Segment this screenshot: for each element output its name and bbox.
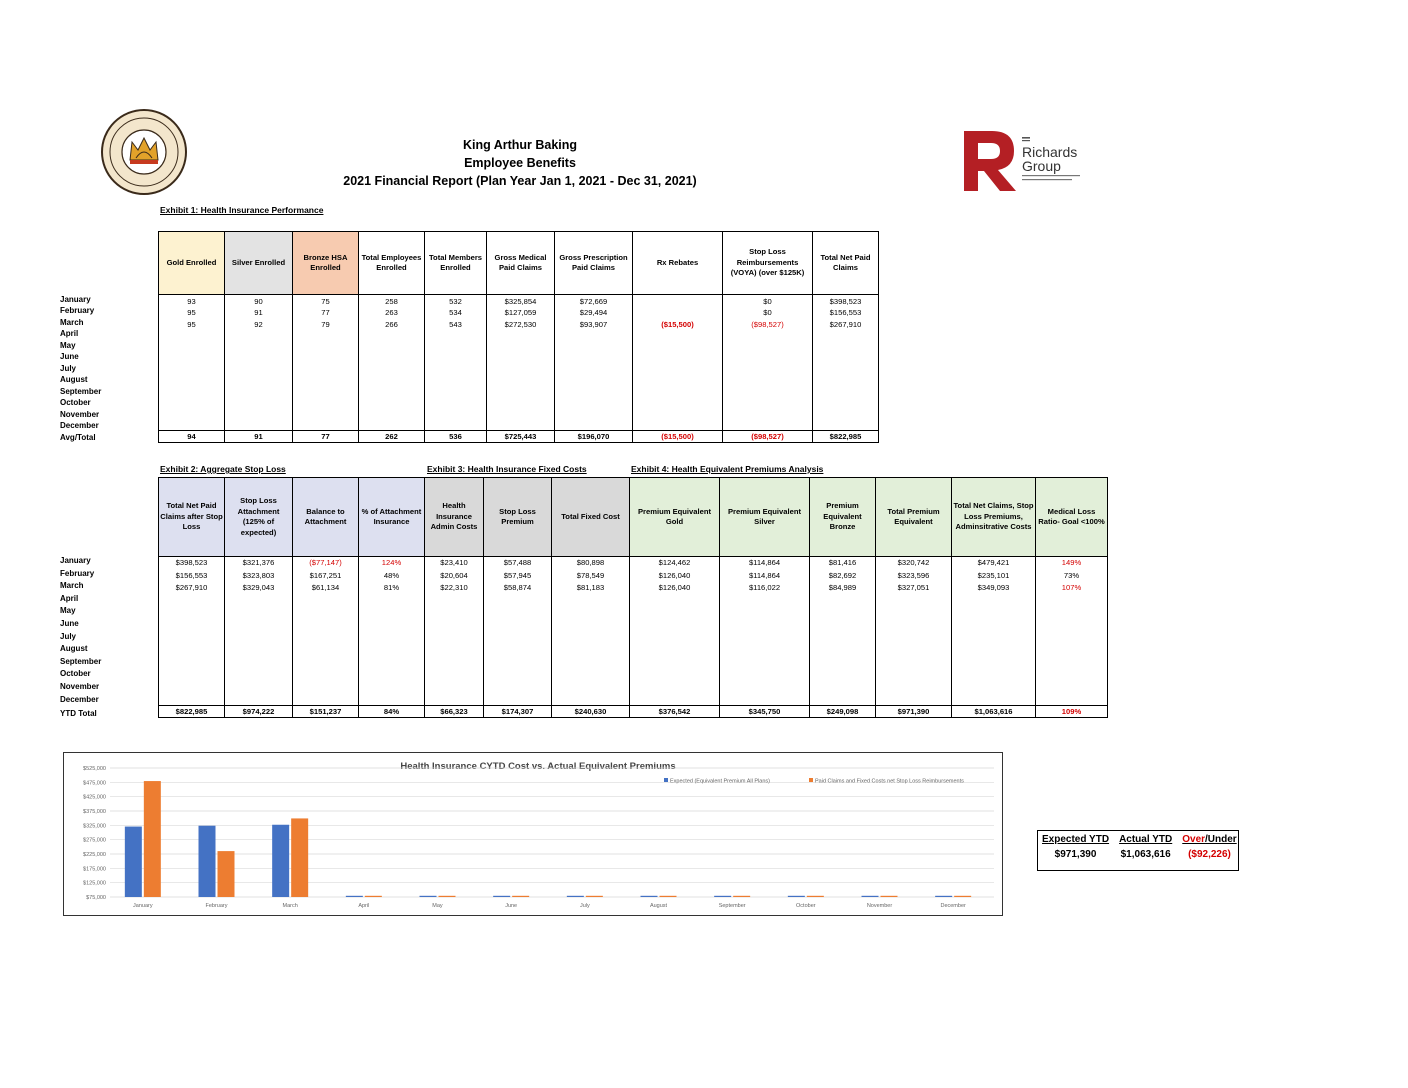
row-label-january: January — [60, 556, 91, 565]
over-under-label — [1177, 832, 1241, 847]
expected-ytd-label: Expected YTD — [1042, 834, 1110, 845]
table-cell: $23,410 — [440, 558, 468, 567]
col-header: Gross Prescription Paid Claims — [555, 232, 633, 295]
col-header: Medical Loss Ratio- Goal <100% — [1036, 478, 1108, 557]
table-cell: $81,416 — [828, 558, 857, 567]
row-label-february: February — [60, 568, 95, 578]
row-label-february: February — [60, 306, 95, 316]
table-total: $822,985 — [159, 706, 225, 718]
row-label-december: December — [60, 694, 99, 704]
col-values — [425, 295, 487, 431]
table-cell: $126,040 — [658, 583, 691, 593]
table-total: 91 — [225, 431, 293, 443]
table-cell: $235,101 — [977, 570, 1010, 580]
col-values — [952, 557, 1036, 706]
over-under-value: ($92,226) — [1188, 849, 1231, 860]
x-tick-label: July — [579, 903, 590, 909]
table-cell: $398,523 — [829, 297, 862, 306]
king-arthur-logo — [100, 108, 188, 196]
col-values — [555, 295, 633, 431]
bar-expected-october — [788, 896, 805, 897]
table-cell: 532 — [449, 297, 462, 306]
table-total: $196,070 — [555, 431, 633, 443]
table-total: ($15,500) — [633, 431, 723, 443]
table-cell: $321,376 — [242, 558, 275, 567]
row-label-april: April — [60, 593, 79, 603]
table-cell: 543 — [449, 319, 462, 329]
richards-group-logo — [962, 127, 1092, 193]
table-cell: ($15,500) — [661, 319, 694, 329]
table-cell: $81,183 — [576, 583, 605, 593]
col-header: Total Members Enrolled — [425, 232, 487, 295]
col-values — [359, 295, 425, 431]
bar-expected-may — [420, 896, 437, 897]
col-values — [876, 557, 952, 706]
table-total: $1,063,616 — [952, 706, 1036, 718]
col-header: Balance to Attachment — [293, 478, 359, 557]
x-tick-label: April — [358, 903, 370, 909]
table-cell: 263 — [385, 308, 398, 318]
cytd-cost-chart — [63, 752, 1003, 916]
exhibit3-label: Exhibit 3: Health Insurance Fixed Costs — [427, 464, 587, 474]
bar-actual-december — [954, 896, 971, 897]
bar-expected-august — [641, 896, 658, 897]
report-title — [300, 136, 740, 190]
col-values — [159, 295, 225, 431]
row-label-may: May — [60, 340, 76, 350]
table-cell: 266 — [385, 319, 398, 329]
table-cell: $57,945 — [503, 570, 532, 580]
col-header: Premium Equivalent Bronze — [810, 478, 876, 557]
table-cell: 124% — [381, 558, 402, 567]
x-tick-label: June — [505, 903, 518, 909]
row-label-total: Avg/Total — [60, 433, 96, 442]
bar-actual-april — [365, 896, 382, 897]
table-cell: $114,864 — [748, 558, 781, 567]
table-cell: $267,910 — [175, 583, 208, 593]
chart-canvas — [64, 753, 1001, 914]
col-values — [1036, 557, 1108, 706]
row-label-july: July — [60, 631, 77, 641]
x-tick-label: October — [796, 903, 816, 909]
table-cell: $29,494 — [579, 308, 608, 318]
col-values — [293, 557, 359, 706]
table-cell: 93 — [187, 297, 196, 306]
y-tick-label: $475,000 — [83, 780, 106, 787]
x-tick-label: February — [205, 903, 228, 909]
row-label-august: August — [60, 644, 88, 654]
x-tick-label: November — [866, 903, 893, 909]
col-values — [487, 295, 555, 431]
row-label-total: YTD Total — [60, 709, 97, 718]
table-total: ($98,527) — [723, 431, 813, 443]
row-label-september: September — [60, 386, 102, 396]
col-header: Health Insurance Admin Costs — [425, 478, 484, 557]
y-tick-label: $175,000 — [83, 866, 106, 873]
bar-actual-march — [291, 818, 308, 897]
table-cell: 91 — [254, 308, 263, 318]
col-header: Total Premium Equivalent — [876, 478, 952, 557]
legend-swatch — [809, 778, 813, 782]
table-cell — [633, 296, 722, 307]
col-values — [159, 557, 225, 706]
bar-actual-june — [512, 896, 529, 897]
table-cell: $93,907 — [579, 319, 608, 329]
x-tick-label: September — [718, 903, 746, 909]
exhibit1-label: Exhibit 1: Health Insurance Performance — [160, 205, 324, 215]
exhibit4-label: Exhibit 4: Health Equivalent Premiums Analysis — [631, 464, 824, 474]
col-values — [425, 557, 484, 706]
health-insurance-performance-table — [158, 231, 879, 443]
table-cell: $84,989 — [828, 583, 857, 593]
table-cell: 79 — [321, 319, 330, 329]
svg-text:Richards: Richards — [1022, 144, 1078, 160]
table-cell: $329,043 — [242, 583, 275, 593]
table-cell: 149% — [1061, 558, 1082, 567]
stop-loss-and-premiums-table — [158, 477, 1108, 718]
table-cell: $323,596 — [897, 570, 930, 580]
table-total: 536 — [425, 431, 487, 443]
table-total: 77 — [293, 431, 359, 443]
bar-actual-january — [144, 781, 161, 897]
y-tick-label: $425,000 — [83, 794, 106, 801]
table-total: $376,542 — [630, 706, 720, 718]
table-cell: $267,910 — [829, 319, 862, 329]
expected-ytd-value: $971,390 — [1054, 849, 1097, 860]
table-cell: $167,251 — [309, 570, 342, 580]
table-cell: $0 — [763, 297, 772, 306]
table-total: 262 — [359, 431, 425, 443]
table-cell: $320,742 — [897, 558, 930, 567]
row-label-november: November — [60, 409, 100, 419]
table-total: $971,390 — [876, 706, 952, 718]
bar-actual-august — [660, 896, 677, 897]
col-header: Gross Medical Paid Claims — [487, 232, 555, 295]
col-header: % of Attachment Insurance — [359, 478, 425, 557]
table-cell: 95 — [187, 308, 196, 318]
table-cell: $479,421 — [977, 558, 1010, 567]
col-values — [633, 295, 723, 431]
table-cell: $80,898 — [576, 558, 605, 567]
table-cell: $57,488 — [503, 558, 532, 567]
table-cell: 95 — [187, 319, 196, 329]
bar-actual-february — [218, 851, 235, 897]
bar-expected-march — [272, 825, 289, 897]
table-total: $174,307 — [484, 706, 552, 718]
table-total: $151,237 — [293, 706, 359, 718]
table-total: $974,222 — [225, 706, 293, 718]
table-total: $822,985 — [813, 431, 879, 443]
bar-expected-june — [493, 896, 510, 897]
title-report: 2021 Financial Report (Plan Year Jan 1, 2021 - Dec 31, 2021) — [343, 174, 697, 188]
col-header: Total Net Paid Claims — [813, 232, 879, 295]
bar-actual-september — [733, 896, 750, 897]
table-total: 109% — [1036, 706, 1108, 718]
col-header: Stop Loss Reimbursements (VOYA) (over $125K) — [723, 232, 813, 295]
svg-text:Group: Group — [1022, 158, 1061, 174]
table-cell: 92 — [254, 319, 263, 329]
table-cell: $272,530 — [504, 319, 537, 329]
table-cell: 534 — [449, 308, 462, 318]
col-header: Premium Equivalent Gold — [630, 478, 720, 557]
bar-expected-july — [567, 896, 584, 897]
col-values — [723, 295, 813, 431]
table-total: $725,443 — [487, 431, 555, 443]
legend-entry: Paid Claims and Fixed Costs net Stop Loss Reimbursements — [815, 778, 964, 785]
bar-expected-september — [714, 896, 731, 897]
col-header: Total Net Claims, Stop Loss Premiums, Adminsitrative Costs — [952, 478, 1036, 557]
table-cell: 81% — [383, 583, 400, 593]
col-header: Gold Enrolled — [159, 232, 225, 295]
col-values — [225, 557, 293, 706]
table-cell: $116,022 — [748, 583, 781, 593]
bar-expected-december — [935, 896, 952, 897]
table-cell: $126,040 — [658, 570, 691, 580]
table-cell: $323,803 — [242, 570, 275, 580]
legend-entry: Expected (Equivalent Premium All Plans) — [670, 778, 770, 785]
y-tick-label: $525,000 — [83, 766, 106, 772]
row-label-october: October — [60, 669, 91, 679]
col-values — [810, 557, 876, 706]
x-tick-label: December — [940, 903, 966, 909]
table-cell: ($77,147) — [309, 558, 342, 567]
col-header: Rx Rebates — [633, 232, 723, 295]
bar-actual-july — [586, 896, 603, 897]
col-header: Total Employees Enrolled — [359, 232, 425, 295]
table-cell: $327,051 — [897, 583, 930, 593]
table-cell: 77 — [321, 308, 330, 318]
row-label-march: March — [60, 581, 84, 591]
table-cell: ($98,527) — [751, 319, 784, 329]
table-cell: $78,549 — [576, 570, 605, 580]
table-cell: $156,553 — [829, 308, 862, 318]
row-label-may: May — [60, 606, 76, 616]
col-header: Silver Enrolled — [225, 232, 293, 295]
table-cell — [633, 307, 722, 318]
row-label-january: January — [60, 295, 91, 304]
table-total: $345,750 — [720, 706, 810, 718]
x-tick-label: January — [133, 903, 153, 909]
col-header: Stop Loss Premium — [484, 478, 552, 557]
table-cell: $0 — [763, 308, 772, 318]
col-header: Premium Equivalent Silver — [720, 478, 810, 557]
table-cell: $127,059 — [504, 308, 537, 318]
row-label-september: September — [60, 656, 102, 666]
col-values — [225, 295, 293, 431]
title-company: King Arthur Baking — [462, 138, 578, 152]
row-label-june: June — [60, 352, 79, 362]
table-cell: 48% — [383, 570, 400, 580]
row-label-march: March — [60, 317, 84, 327]
x-tick-label: March — [282, 903, 298, 909]
col-values — [630, 557, 720, 706]
table-cell: 258 — [385, 297, 398, 306]
table-cell: $325,854 — [504, 297, 537, 306]
bar-expected-february — [199, 826, 216, 897]
table-cell: $156,553 — [175, 570, 208, 580]
col-values — [813, 295, 879, 431]
table-cell: $349,093 — [977, 583, 1010, 593]
table-total: $66,323 — [425, 706, 484, 718]
x-tick-label: August — [649, 903, 668, 909]
table-cell: $58,874 — [503, 583, 532, 593]
bar-actual-november — [881, 896, 898, 897]
col-values — [359, 557, 425, 706]
row-label-april: April — [60, 329, 79, 339]
row-label-december: December — [60, 420, 99, 430]
y-tick-label: $275,000 — [83, 837, 106, 844]
bar-expected-april — [346, 896, 363, 897]
bar-expected-january — [125, 827, 142, 897]
legend-swatch — [664, 778, 668, 782]
table-total: $240,630 — [552, 706, 630, 718]
col-header: Bronze HSA Enrolled — [293, 232, 359, 295]
col-values — [552, 557, 630, 706]
y-tick-label: $225,000 — [83, 852, 106, 858]
table-cell: $72,669 — [579, 297, 608, 306]
table-cell: 75 — [321, 297, 330, 306]
y-tick-label: $375,000 — [83, 809, 106, 815]
table-cell: 107% — [1061, 583, 1082, 593]
ytd-summary — [1037, 832, 1242, 862]
row-label-august: August — [60, 375, 88, 385]
table-cell: $114,864 — [748, 570, 781, 580]
title-subject: Employee Benefits — [464, 156, 576, 170]
row-label-june: June — [60, 619, 79, 628]
col-header: Stop Loss Attachment (125% of expected) — [225, 478, 293, 557]
bar-actual-october — [807, 896, 824, 897]
chart-title: Health Insurance CYTD Cost vs. Actual Equivalent Premiums — [400, 761, 676, 772]
actual-ytd-value: $1,063,616 — [1120, 849, 1171, 860]
y-tick-label: $75,000 — [86, 895, 106, 901]
row-label-july: July — [60, 363, 77, 373]
actual-ytd-label: Actual YTD — [1119, 834, 1173, 845]
table-total: $249,098 — [810, 706, 876, 718]
y-tick-label: $325,000 — [83, 823, 106, 830]
bar-expected-november — [862, 896, 879, 897]
table-cell: $82,692 — [828, 570, 857, 580]
col-header: Total Net Paid Claims after Stop Loss — [159, 478, 225, 557]
under-label: /Under — [1205, 834, 1237, 845]
over-label: Over — [1182, 834, 1206, 845]
col-values — [293, 295, 359, 431]
col-header: Total Fixed Cost — [552, 478, 630, 557]
table-cell: $398,523 — [175, 558, 208, 567]
x-tick-label: May — [432, 903, 443, 909]
exhibit2-label: Exhibit 2: Aggregate Stop Loss — [160, 464, 286, 474]
table-total: 84% — [359, 706, 425, 718]
table-cell: 73% — [1063, 570, 1080, 580]
table-cell: $20,604 — [440, 570, 468, 580]
bar-actual-may — [439, 896, 456, 897]
col-values — [484, 557, 552, 706]
table-cell: $22,310 — [440, 583, 468, 593]
y-tick-label: $125,000 — [83, 880, 106, 887]
row-label-october: October — [60, 398, 91, 408]
table-cell: $61,134 — [311, 583, 340, 593]
row-label-november: November — [60, 682, 100, 691]
col-values — [720, 557, 810, 706]
table-cell: 90 — [254, 297, 263, 306]
table-total: 94 — [159, 431, 225, 443]
table-cell: $124,462 — [658, 558, 691, 567]
